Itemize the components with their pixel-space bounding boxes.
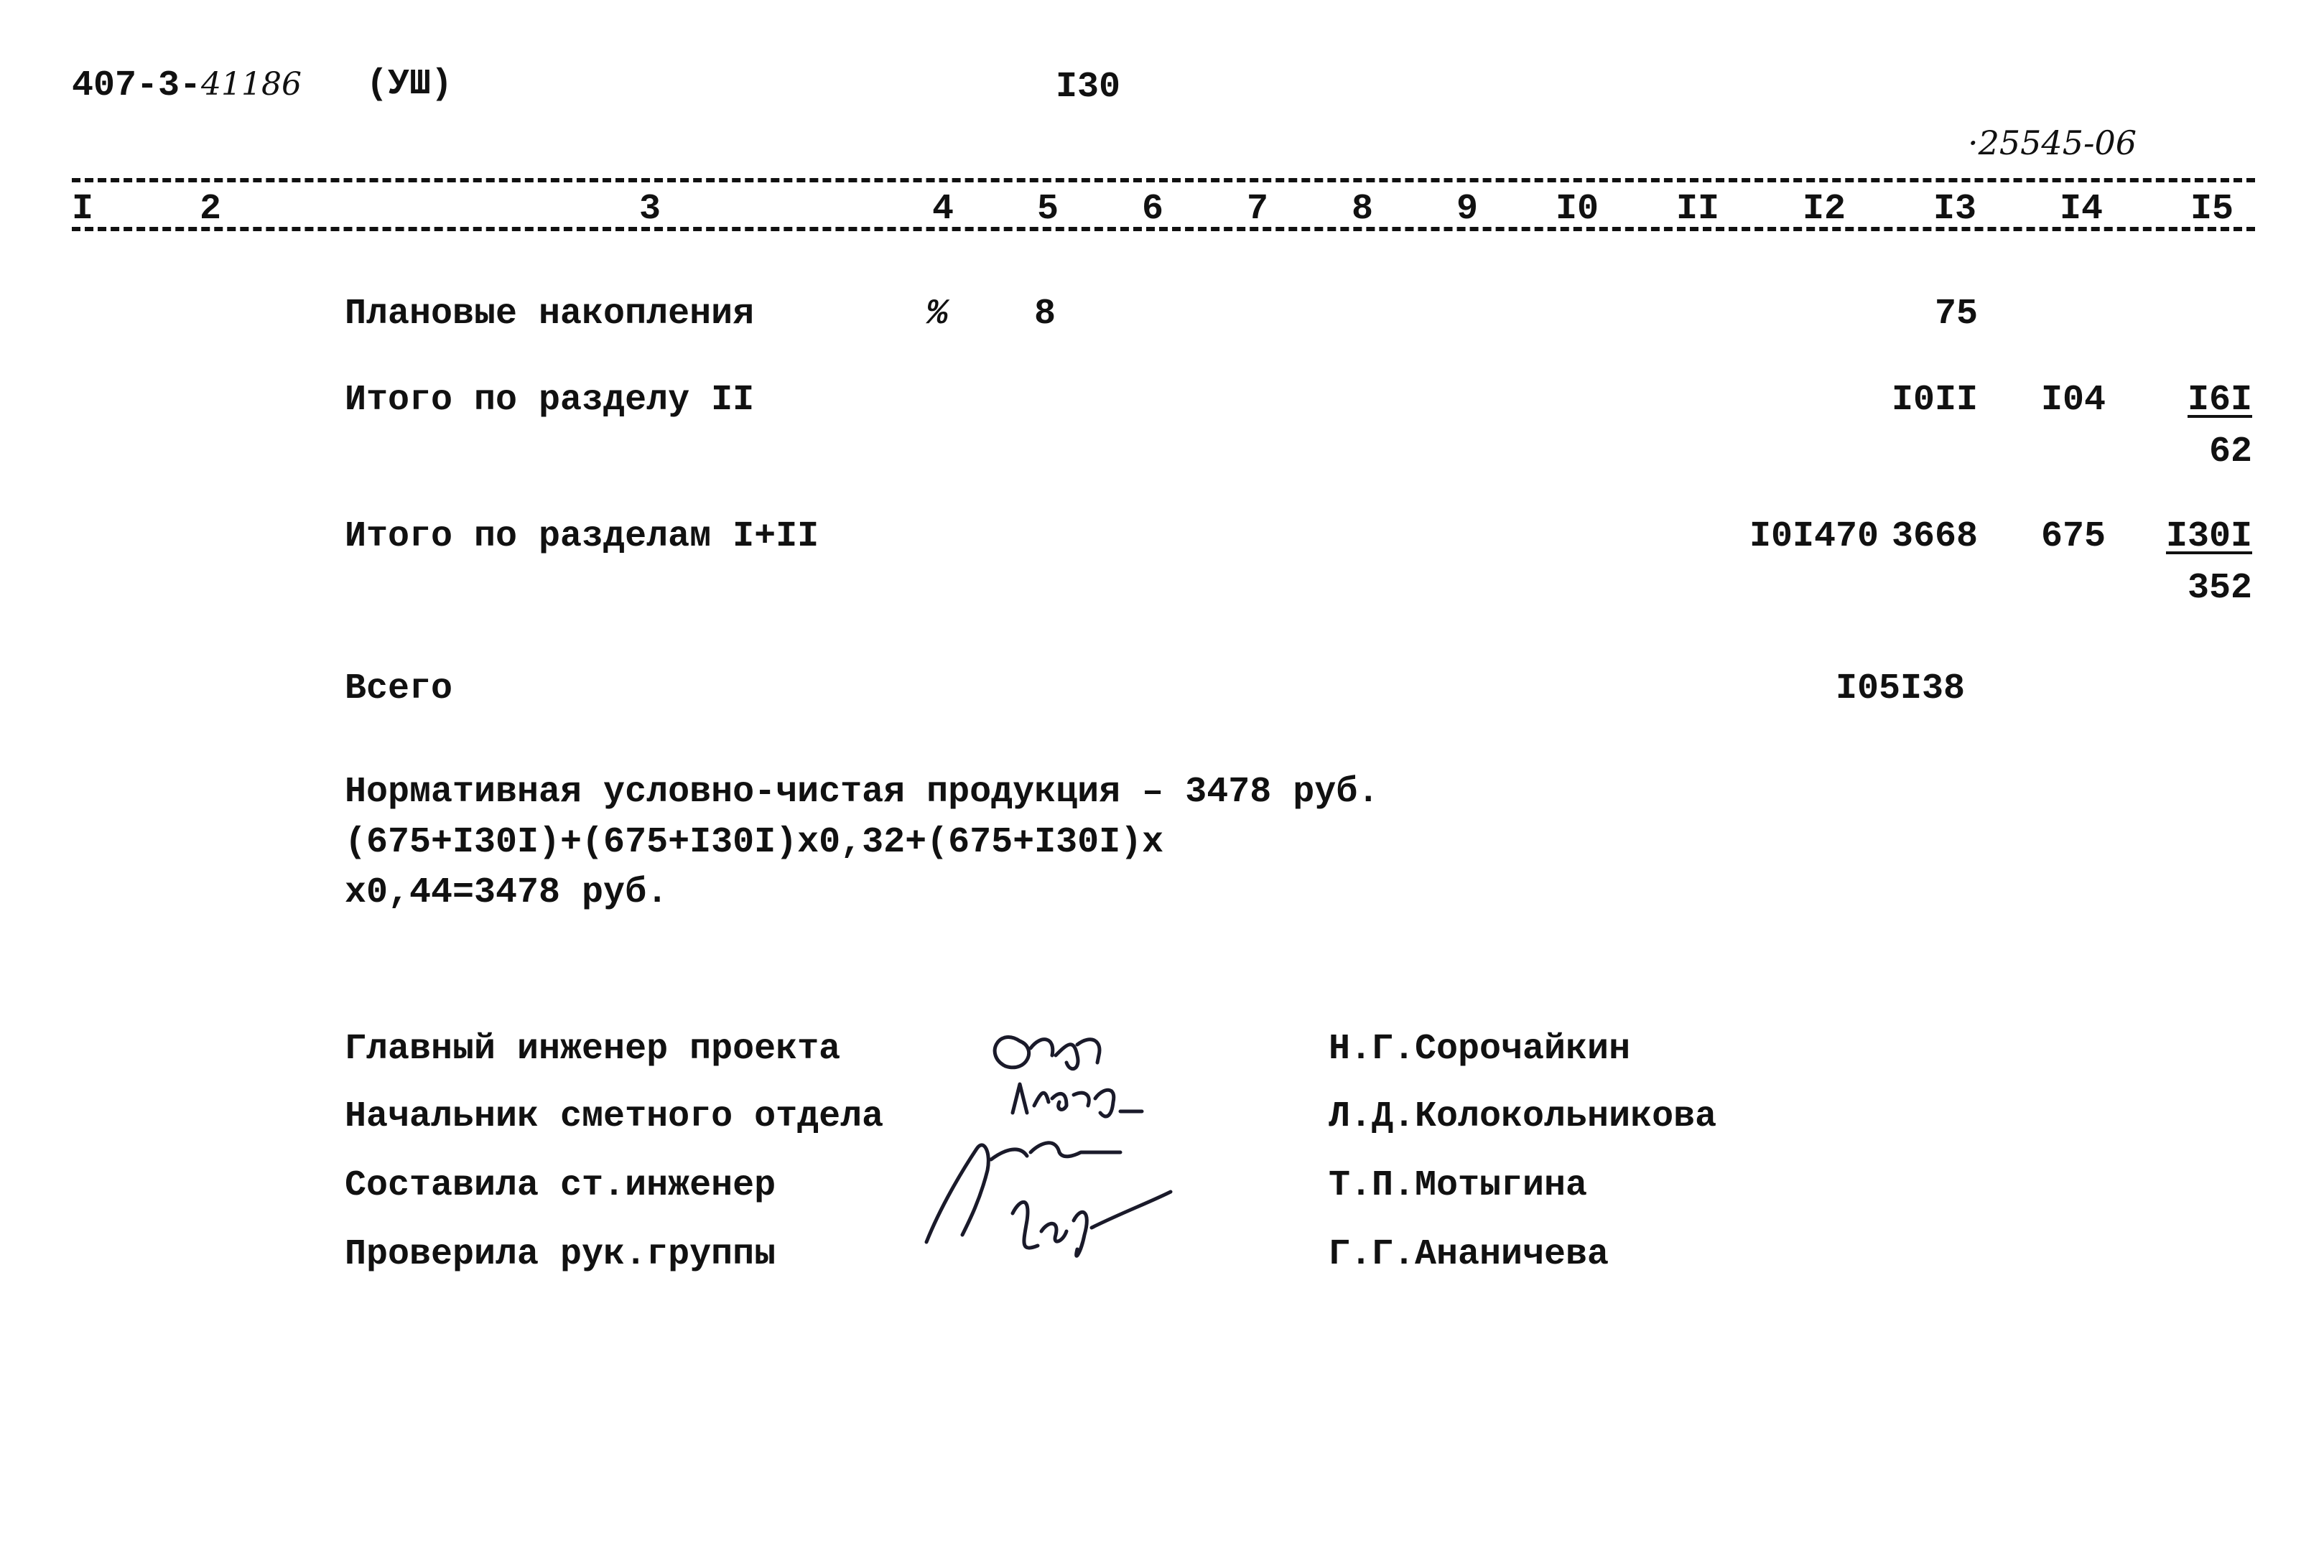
col-head-3: 3 — [639, 189, 661, 230]
page-number: I30 — [1056, 67, 1121, 108]
col-head-6: 6 — [1142, 189, 1164, 230]
row-col15-top-text: I30I — [2165, 516, 2252, 557]
row-col14: I04 — [2040, 380, 2106, 421]
doc-code-handwritten: 41186 — [201, 66, 302, 103]
row-col15-top — [2126, 515, 2252, 559]
signer-name-chief-engineer: Н.Г.Сорочайкин — [1329, 1029, 1631, 1070]
row-qty: 8 — [1034, 294, 1056, 335]
signer-name-checker: Г.Г.Ананичева — [1329, 1234, 1609, 1275]
row-col12: I0I470 — [1749, 516, 1879, 557]
handwritten-signatures — [912, 1005, 1214, 1307]
note-line-2: (675+I30I)+(675+I30I)x0,32+(675+I30I)x — [345, 822, 1164, 863]
signer-role-checker: Проверила рук.группы — [345, 1234, 776, 1275]
col-head-14: I4 — [2060, 189, 2104, 230]
col-head-12: I2 — [1803, 189, 1846, 230]
col-head-4: 4 — [932, 189, 954, 230]
signer-name-estimate-head: Л.Д.Колокольникова — [1329, 1096, 1717, 1137]
inventory-number: ·25545-06 — [1968, 123, 2137, 162]
row-col13: 3668 — [1891, 516, 1978, 557]
row-unit-percent: % — [926, 294, 949, 335]
header-rule-top — [72, 178, 2255, 182]
inventory-number-text: 25545-06 — [1978, 123, 2137, 162]
note-line-3: x0,44=3478 руб. — [345, 872, 669, 913]
row-label-total-section-2: Итого по разделу II — [345, 380, 755, 421]
col-head-15: I5 — [2190, 189, 2234, 230]
signature-stroke — [995, 1037, 1100, 1069]
row-label-total-sections-1-2: Итого по разделам I+II — [345, 516, 819, 557]
row-label-planned-savings: Плановые накопления — [345, 294, 755, 335]
col-head-1: I — [72, 189, 94, 230]
row-label-grand-total: Всего — [345, 668, 453, 709]
row-col13: 75 — [1934, 294, 1978, 335]
col-head-11: II — [1676, 189, 1720, 230]
signer-role-compiler: Составила ст.инженер — [345, 1165, 776, 1206]
col-head-5: 5 — [1037, 189, 1059, 230]
row-col15-bottom: 62 — [2208, 431, 2252, 472]
row-col15-top-text: I6I — [2187, 380, 2252, 421]
col-head-9: 9 — [1456, 189, 1479, 230]
col-head-13: I3 — [1933, 189, 1977, 230]
row-col12-grand: I05I38 — [1836, 668, 1966, 709]
row-col14: 675 — [2040, 516, 2106, 557]
row-col15-bottom: 352 — [2187, 568, 2252, 609]
signer-role-chief-engineer: Главный инженер проекта — [345, 1029, 841, 1070]
signature-stroke — [1013, 1192, 1171, 1256]
note-line-1: Нормативная условно-чистая продукция – 3478 руб. — [345, 772, 1380, 813]
doc-code — [72, 63, 302, 108]
col-head-8: 8 — [1352, 189, 1374, 230]
col-head-10: I0 — [1556, 189, 1599, 230]
row-col13: I0II — [1891, 380, 1978, 421]
row-col15-top — [2126, 379, 2252, 422]
col-head-2: 2 — [200, 189, 222, 230]
signature-stroke — [1013, 1084, 1142, 1116]
signer-name-compiler: Т.П.Мотыгина — [1329, 1165, 1588, 1206]
col-head-7: 7 — [1247, 189, 1269, 230]
doc-code-printed: 407-3- — [72, 65, 202, 106]
volume-label: (УШ) — [366, 64, 453, 105]
signer-role-estimate-head: Начальник сметного отдела — [345, 1096, 884, 1137]
